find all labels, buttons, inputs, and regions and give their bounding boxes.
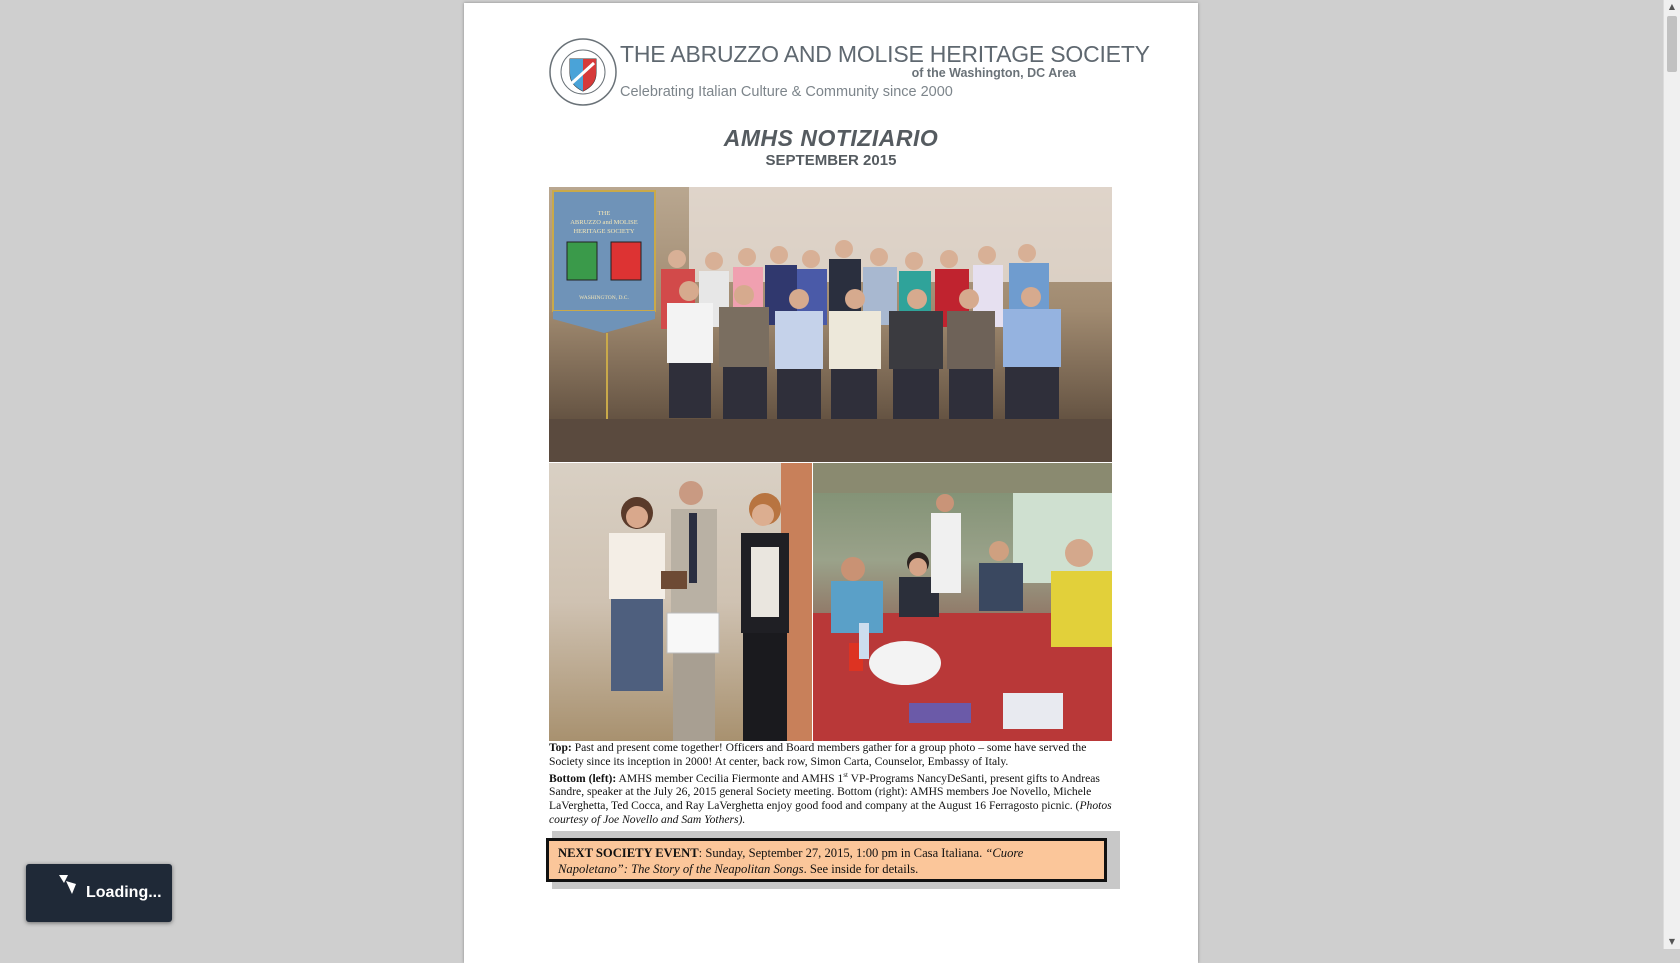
organization-subtitle: of the Washington, DC Area <box>911 66 1076 80</box>
banner-text: ABRUZZO and MOLISE <box>570 219 638 226</box>
society-seal-logo <box>548 37 618 107</box>
event-details-end: . See inside for details. <box>803 862 919 876</box>
organization-name: THE ABRUZZO AND MOLISE HERITAGE SOCIETY <box>620 41 1150 67</box>
caption-photo-credit: Photos courtesy of Joe Novello and Sam Yothers). <box>549 799 1112 826</box>
scrollbar-thumb[interactable] <box>1667 16 1677 72</box>
loading-toast <box>26 864 172 922</box>
caption-bottom-text: AMHS member Cecilia Fiermonte and AMHS 1 <box>618 771 844 785</box>
loading-label: Loading... <box>86 884 162 901</box>
scroll-up-arrow-icon[interactable]: ▲ <box>1668 2 1676 11</box>
document-loading-icon <box>56 872 80 896</box>
photo-caption <box>549 741 1112 827</box>
caption-top-label: Top: <box>549 741 572 754</box>
caption-bottom-text-cont: VP-Programs NancyDeSanti, present gifts to Andreas Sandre, speaker at the July 26, 2015 general Society meeting. Bottom (right): AMHS members Joe Novello, Michele LaVerghetta, Ted Cocca, and Ray LaVerghetta enjoy good food and company at the August 16 Ferragosto picnic. ( <box>549 771 1100 813</box>
group-photo-top <box>549 187 1112 462</box>
event-title: “Cuore Napoletano”: The Story of the Neapolitan Songs <box>558 846 1024 876</box>
newsletter-date: SEPTEMBER 2015 <box>765 152 897 169</box>
caption-superscript: st <box>843 770 848 779</box>
organization-tagline: Celebrating Italian Culture & Community since 2000 <box>620 84 953 100</box>
scroll-down-arrow-icon[interactable]: ▼ <box>1668 937 1676 946</box>
newsletter-title: AMHS NOTIZIARIO <box>723 125 939 151</box>
banner-text: WASHINGTON, D.C. <box>579 295 629 301</box>
photo-bottom-right <box>813 463 1112 741</box>
caption-top-text: Past and present come together! Officers and Board members gather for a group photo – some have served the Society since its inception in 2000! At center, back row, Simon Carta, Counselor, Embassy of Italy. <box>549 741 1087 768</box>
event-details: : Sunday, September 27, 2015, 1:00 pm in Casa Italiana. <box>698 846 986 860</box>
vertical-scrollbar[interactable] <box>1663 0 1680 949</box>
caption-bottom-label: Bottom (left): <box>549 771 617 785</box>
banner-text: THE <box>597 210 611 217</box>
photo-bottom-left <box>549 463 812 741</box>
newsletter-page <box>464 3 1198 963</box>
next-event-box <box>546 838 1107 882</box>
event-label: NEXT SOCIETY EVENT <box>558 846 699 860</box>
banner-text: HERITAGE SOCIETY <box>573 228 635 235</box>
